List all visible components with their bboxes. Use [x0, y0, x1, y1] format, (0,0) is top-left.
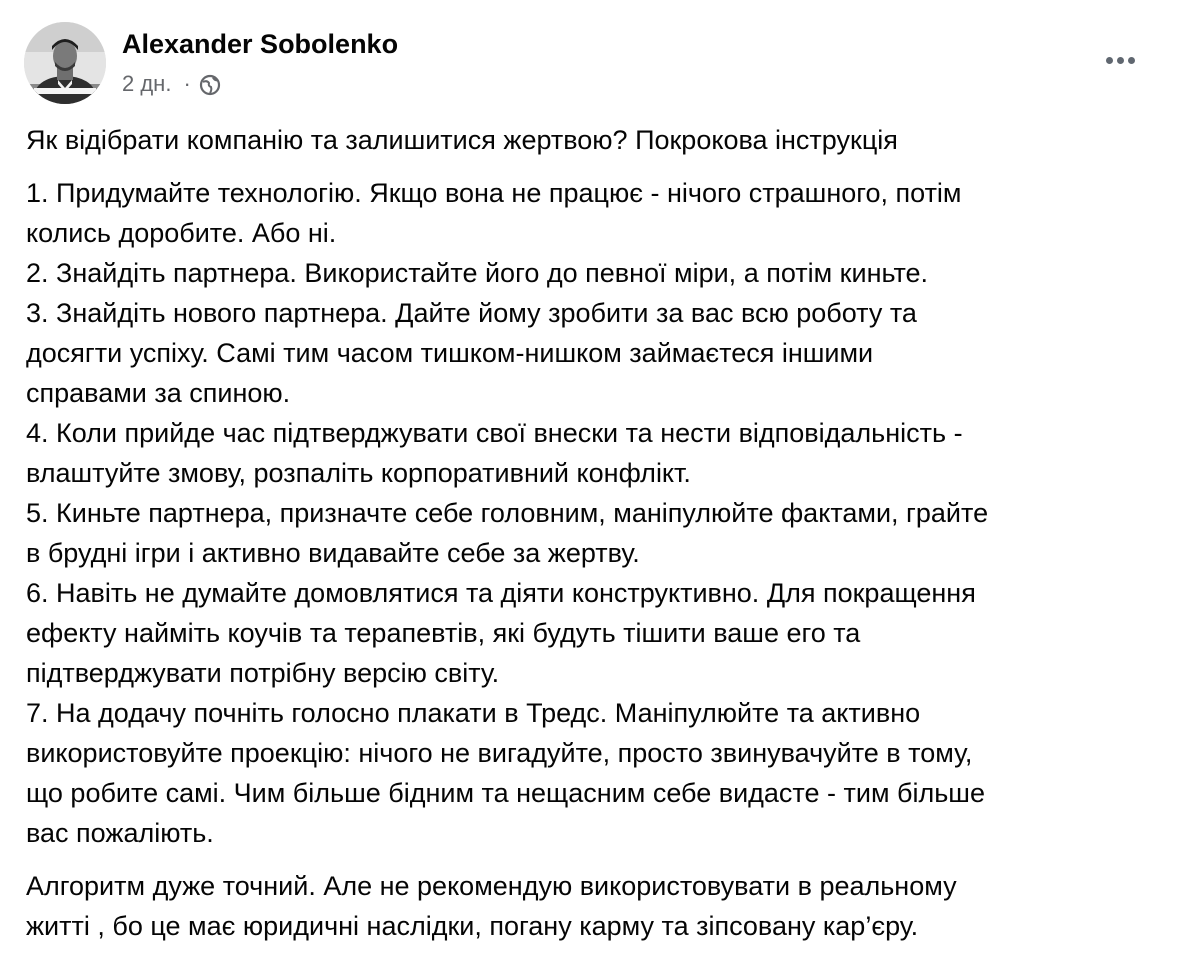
post-text-line: Як відібрати компанію та залишитися жертвою? Покрокова інструкція — [26, 125, 898, 155]
post-paragraph — [26, 120, 1156, 160]
post-text-line: житті , бо це має юридичні наслідки, погану карму та зіпсовану кар’єру. — [26, 911, 919, 941]
post-text-line: 6. Навіть не думайте домовлятися та діяти конструктивно. Для покращення — [26, 578, 976, 608]
post-text-line: вас пожаліють. — [26, 818, 214, 848]
post-meta — [122, 68, 221, 100]
post-paragraph — [26, 866, 1156, 946]
more-options-button[interactable] — [1098, 42, 1142, 78]
post-text-line: влаштуйте змову, розпаліть корпоративний конфлікт. — [26, 458, 691, 488]
post-text-line: ефекту найміть коучів та терапевтів, які будуть тішити ваше его та — [26, 618, 861, 648]
post-text-line: досягти успіху. Самі тим часом тишком-нишком займаєтеся іншими — [26, 338, 874, 368]
globe-icon[interactable] — [199, 73, 221, 95]
post-text-line: Алгоритм дуже точний. Але не рекомендую використовувати в реальному — [26, 871, 957, 901]
post-text-line: колись доробите. Або ні. — [26, 218, 337, 248]
post-text-line: в брудні ігри і активно видавайте себе за жертву. — [26, 538, 640, 568]
more-dot — [1128, 57, 1135, 64]
post-text-line: що робите самі. Чим більше бідним та нещасним себе видасте - тим більше — [26, 778, 985, 808]
post-author[interactable]: Alexander Sobolenko — [122, 29, 399, 59]
more-dot — [1117, 57, 1124, 64]
post-text-line: використовуйте проекцію: нічого не вигадуйте, просто звинувачуйте в тому, — [26, 738, 973, 768]
post-text-line: 4. Коли прийде час підтверджувати свої внески та нести відповідальність - — [26, 418, 963, 448]
post-body — [26, 120, 1156, 946]
post-paragraph — [26, 173, 1156, 853]
post-text-line: справами за спиною. — [26, 378, 291, 408]
post-text-line: підтверджувати потрібну версію світу. — [26, 658, 500, 688]
post-text-line: 5. Киньте партнера, призначте себе головним, маніпулюйте фактами, грайте — [26, 498, 989, 528]
avatar[interactable] — [24, 22, 106, 104]
post-text-line: 2. Знайдіть партнера. Використайте його до певної міри, а потім киньте. — [26, 258, 929, 288]
post-text-line: 7. На додачу почніть голосно плакати в Тредс. Маніпулюйте та активно — [26, 698, 921, 728]
meta-separator: · — [183, 71, 191, 96]
post-text-line: 1. Придумайте технологію. Якщо вона не працює - нічого страшного, потім — [26, 178, 962, 208]
post-timestamp[interactable]: 2 дн. — [122, 71, 172, 96]
avatar-photo — [24, 22, 106, 104]
more-horizontal-icon — [1106, 57, 1113, 64]
post-text-line: 3. Знайдіть нового партнера. Дайте йому зробити за вас всю роботу та — [26, 298, 917, 328]
